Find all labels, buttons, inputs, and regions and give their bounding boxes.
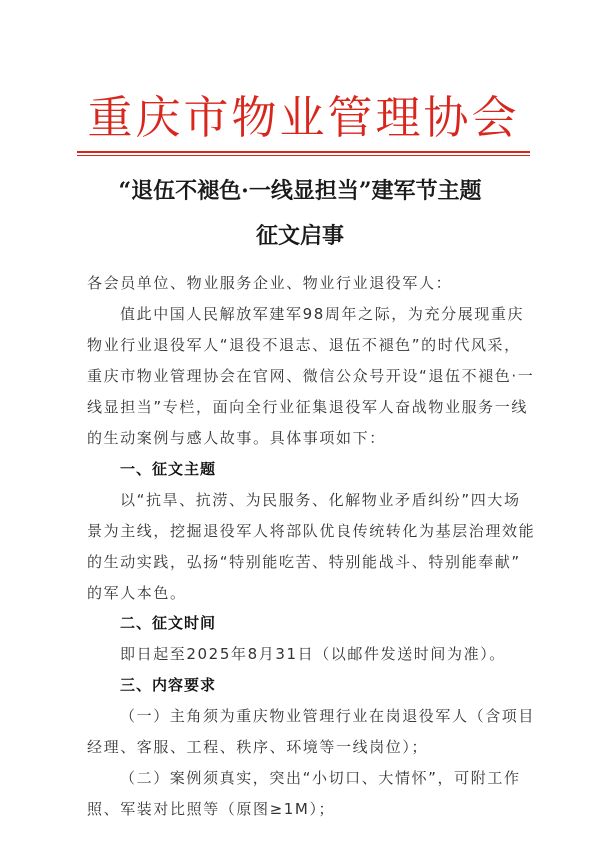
letterhead-organization-name: 重庆市物业管理协会 bbox=[87, 91, 520, 144]
document-title-line-2: 征文启事 bbox=[255, 223, 344, 249]
section-heading-requirements: 三、内容要求 bbox=[120, 676, 217, 694]
section-3-line: （一）主角须为重庆物业管理行业在岗退役军人（含项目 bbox=[120, 707, 536, 725]
intro-line: 重庆市物业管理协会在官网、微信公众号开设“退伍不褪色·一 bbox=[87, 367, 535, 385]
document-title-line-1: “退伍不褪色·一线显担当”建军节主题 bbox=[118, 178, 482, 204]
section-3-line: 经理、客服、工程、秩序、环境等一线岗位）； bbox=[87, 738, 429, 756]
section-1-line: 的军人本色。 bbox=[87, 584, 187, 602]
intro-line: 线显担当”专栏，面向全行业征集退役军人奋战物业服务一线 bbox=[87, 398, 528, 416]
section-heading-time: 二、征文时间 bbox=[120, 614, 217, 632]
intro-line: 物业行业退役军人“退役不退志、退伍不褪色”的时代风采， bbox=[87, 336, 521, 354]
intro-line: 的生动案例与感人故事。具体事项如下： bbox=[87, 429, 386, 447]
section-1-line: 以“抗旱、抗涝、为民服务、化解物业矛盾纠纷”四大场 bbox=[120, 491, 521, 509]
section-2-line: 即日起至2025年8月31日（以邮件发送时间为准）。 bbox=[120, 645, 506, 663]
section-heading-theme: 一、征文主题 bbox=[120, 460, 217, 478]
letterhead-rule-thin bbox=[77, 155, 530, 156]
letterhead-rule-thick bbox=[77, 151, 530, 153]
section-3-line: 照、军装对比照等（原图≥1M）； bbox=[87, 800, 336, 818]
section-1-line: 的生动实践，弘扬“特别能吃苦、特别能战斗、特别能奉献” bbox=[87, 553, 521, 571]
salutation: 各会员单位、物业服务企业、物业行业退役军人： bbox=[87, 274, 453, 292]
section-1-line: 景为主线，挖掘退役军人将部队优良传统转化为基层治理效能 bbox=[87, 522, 536, 540]
section-3-line: （二）案例须真实，突出“小切口、大情怀”，可附工作 bbox=[120, 769, 521, 787]
intro-line: 值此中国人民解放军建军98周年之际，为充分展现重庆 bbox=[120, 305, 525, 323]
